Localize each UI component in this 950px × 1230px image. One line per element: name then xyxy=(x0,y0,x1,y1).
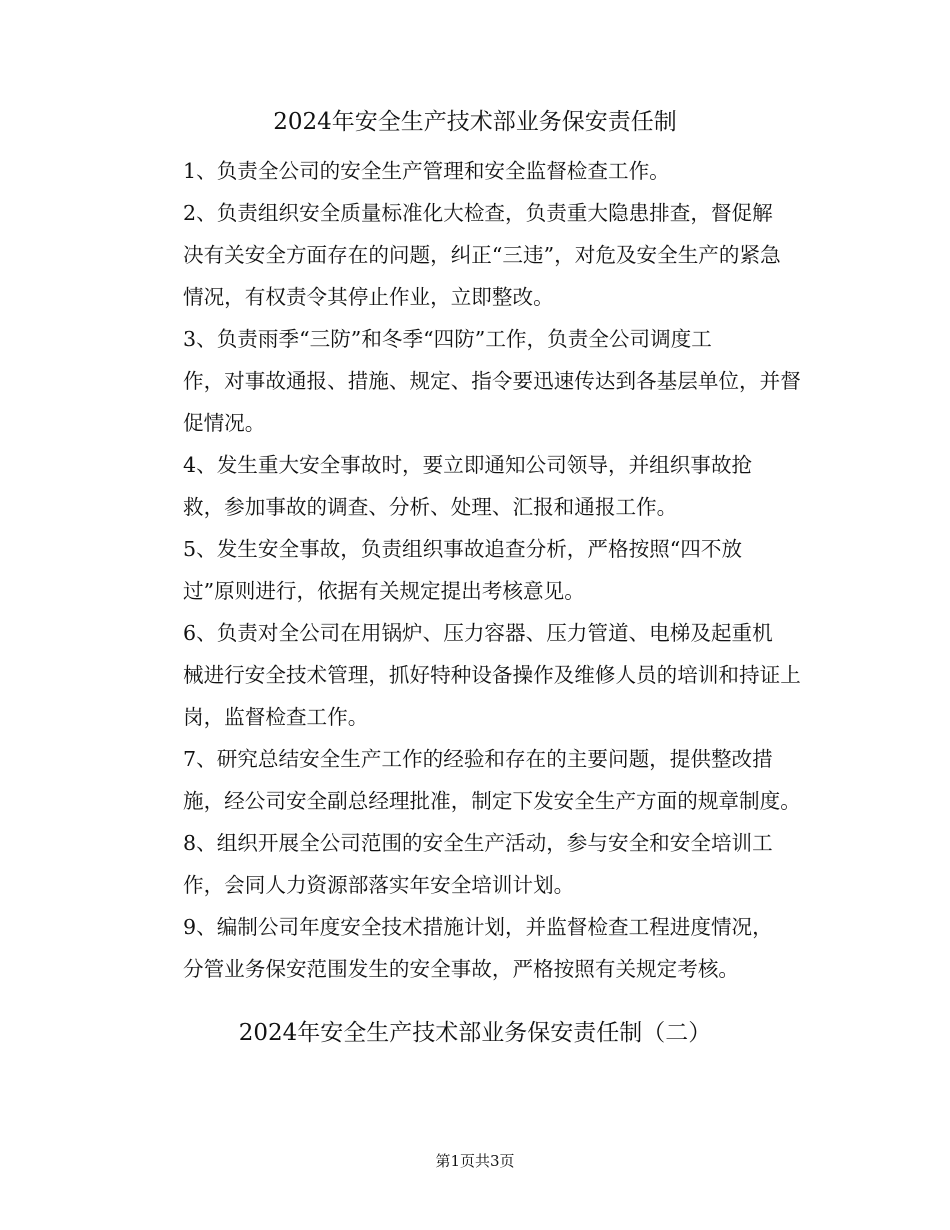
paragraph-2 xyxy=(142,192,810,318)
paragraph-line: 3、负责雨季“三防”和冬季“四防”工作，负责全公司调度工 xyxy=(183,327,712,351)
page-indicator: 第1页共3页 xyxy=(435,1152,515,1170)
paragraph-5 xyxy=(142,528,810,612)
paragraph-line: 9、编制公司年度安全技术措施计划，并监督检查工程进度情况， xyxy=(183,915,773,939)
paragraph-3 xyxy=(142,318,810,444)
paragraph-line: 8、组织开展全公司范围的安全生产活动，参与安全和安全培训工 xyxy=(183,831,773,855)
paragraph-line: 7、研究总结安全生产工作的经验和存在的主要问题，提供整改措 xyxy=(183,747,773,771)
paragraph-1 xyxy=(142,150,810,192)
paragraph-line: 决有关安全方面存在的问题，纠正“三违”，对危及安全生产的紧急 xyxy=(183,243,781,267)
paragraph-7 xyxy=(142,738,810,822)
paragraph-line: 作，会同人力资源部落实年安全培训计划。 xyxy=(183,873,575,897)
paragraph-line: 作，对事故通报、措施、规定、指令要迅速传达到各基层单位，并督 xyxy=(183,369,801,393)
paragraph-line: 4、发生重大安全事故时，要立即通知公司领导，并组织事故抢 xyxy=(183,453,753,477)
paragraph-8 xyxy=(142,822,810,906)
paragraph-line: 5、发生安全事故，负责组织事故追查分析，严格按照“四不放 xyxy=(183,537,743,561)
paragraph-line: 分管业务保安范围发生的安全事故，严格按照有关规定考核。 xyxy=(183,957,740,981)
document-title: 2024年安全生产技术部业务保安责任制 xyxy=(273,109,677,135)
paragraph-line: 6、负责对全公司在用锅炉、压力容器、压力管道、电梯及起重机 xyxy=(183,621,773,645)
paragraph-6 xyxy=(142,612,810,738)
paragraph-line: 救，参加事故的调查、分析、处理、汇报和通报工作。 xyxy=(183,495,678,519)
document-body xyxy=(142,150,810,990)
paragraph-line: 械进行安全技术管理，抓好特种设备操作及维修人员的培训和持证上 xyxy=(183,663,801,687)
paragraph-line: 施，经公司安全副总经理批准，制定下发安全生产方面的规章制度。 xyxy=(183,789,801,813)
paragraph-9 xyxy=(142,906,810,990)
paragraph-line: 情况，有权责令其停止作业，立即整改。 xyxy=(183,285,554,309)
paragraph-line: 促情况。 xyxy=(183,411,266,435)
paragraph-4 xyxy=(142,444,810,528)
paragraph-line: 过”原则进行，依据有关规定提出考核意见。 xyxy=(183,579,585,603)
paragraph-line: 2、负责组织安全质量标准化大检查，负责重大隐患排查，督促解 xyxy=(183,201,773,225)
paragraph-line: 1、负责全公司的安全生产管理和安全监督检查工作。 xyxy=(183,159,670,183)
second-section-title: 2024年安全生产技术部业务保安责任制（二） xyxy=(238,1020,712,1046)
paragraph-line: 岗，监督检查工作。 xyxy=(183,705,369,729)
